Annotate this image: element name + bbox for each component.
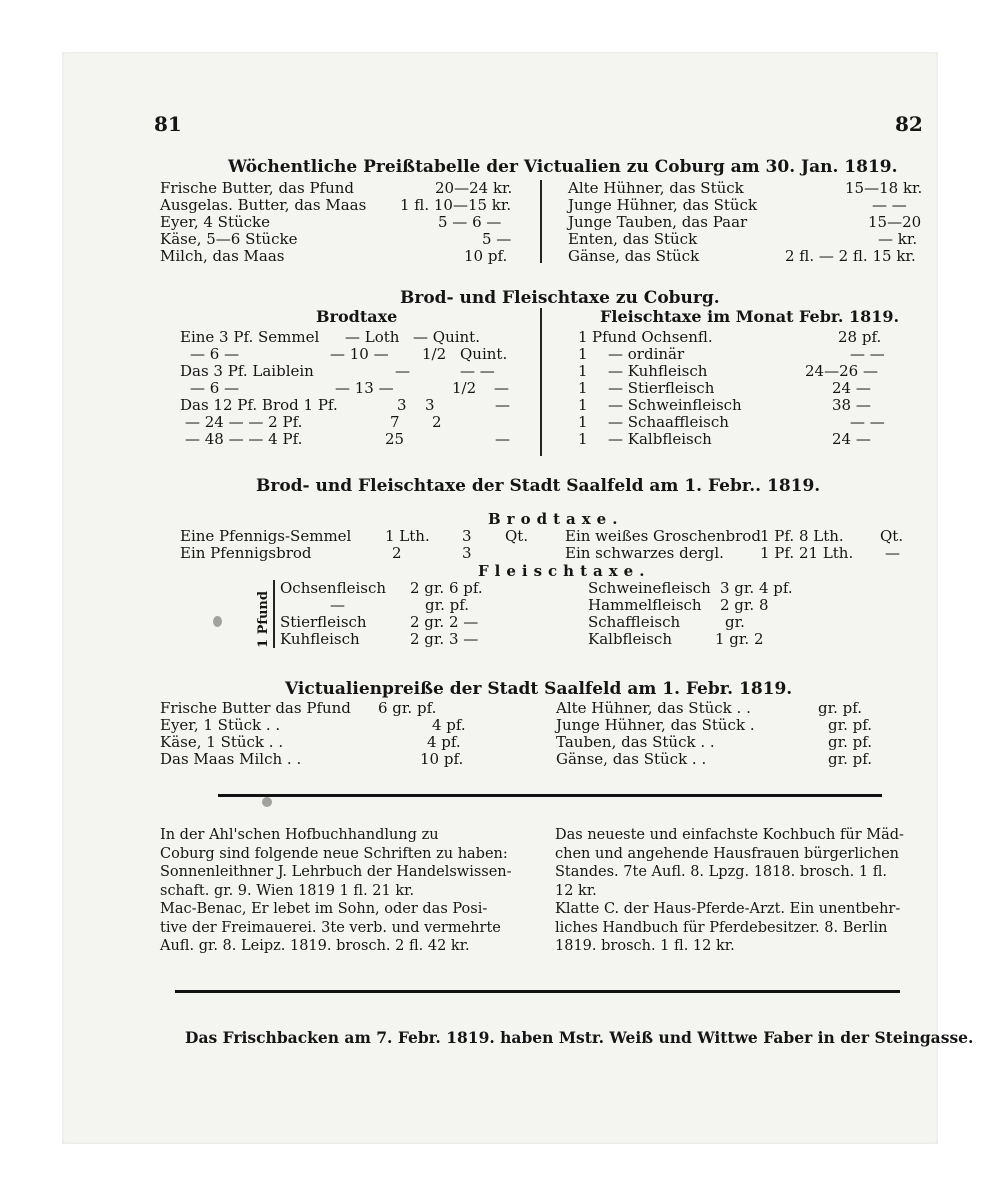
ad-right: Das neueste und einfachste Kochbuch für Mäd- chen und angehende Hausfrauen bürgerlichen Standes. 7te Aufl. 8. Lpzg. 1818. brosch. 1 fl. 12 kr. Klatte C. der Haus-Pferde-Arzt. Ein unentbehr- liches Handbuch für Pferdebesitzer. 8. Berlin 1819. brosch. 1 fl. 12 kr.	[555, 827, 904, 954]
fleisch-price: 28 pf.	[838, 328, 882, 346]
saalfeld-fleisch-price: 3 gr. 4 pf.	[720, 579, 793, 597]
section1-right-item: Gänse, das Stück	[568, 247, 700, 265]
separator-rule	[175, 990, 900, 993]
saalfeld-brod-item: Ein schwarzes dergl.	[565, 544, 724, 562]
section1-left-price: 1 fl. 10—15 kr.	[400, 196, 512, 214]
section1-right-item: Enten, das Stück	[568, 230, 698, 248]
saalfeld-fleisch-item: Ochsenfleisch	[280, 579, 387, 597]
fleisch-price: — —	[850, 345, 885, 363]
section1-divider	[540, 180, 542, 263]
victualien-price: 4 pf.	[432, 716, 466, 734]
brod-row-loth: 25	[385, 430, 405, 448]
fleisch-qty: 1	[578, 362, 588, 380]
saalfeld-fleisch-item: Stierfleisch	[280, 613, 367, 631]
brod-row-loth: 3	[397, 396, 407, 414]
section1-left-item: Ausgelas. Butter, das Maas	[160, 196, 367, 214]
saalfeld-fleisch-price: gr.	[725, 613, 745, 631]
saalfeld-brod-item: Eine Pfennigs-Semmel	[180, 527, 352, 545]
section1-right-price: — kr.	[878, 230, 918, 248]
victualien-item: Tauben, das Stück . .	[556, 733, 715, 751]
section3-title: Brod- und Fleischtaxe der Stadt Saalfeld am 1. Febr.. 1819.	[256, 476, 821, 496]
section1-right-item: Alte Hühner, das Stück	[568, 179, 744, 197]
fleisch-price: 24 —	[832, 379, 871, 397]
section1-right-item: Junge Tauben, das Paar	[568, 213, 748, 231]
saalfeld-fleisch-item: Hammelfleisch	[588, 596, 702, 614]
fleisch-item: — Kuhfleisch	[608, 362, 708, 380]
fleisch-price: 24—26 —	[805, 362, 878, 380]
brod-row-loth: 7	[390, 413, 400, 431]
saalfeld-brod-item: Ein Pfennigsbrod	[180, 544, 312, 562]
brod-row-name: Das 12 Pf. Brod 1 Pf.	[180, 396, 338, 414]
fleisch-price: 24 —	[832, 430, 871, 448]
brod-row-name: Eine 3 Pf. Semmel	[180, 328, 320, 346]
saalfeld-brod-weight: 1 Pf. 21 Lth.	[760, 544, 854, 562]
brod-row-quint: 1/2	[422, 345, 447, 363]
saalfeld-fleisch-price: 2 gr. 2 —	[410, 613, 479, 631]
fleisch-item: — Kalbfleisch	[608, 430, 712, 448]
section2-title: Brod- und Fleischtaxe zu Coburg.	[400, 288, 720, 308]
saalfeld-fleisch-price: 2 gr. 3 —	[410, 630, 479, 648]
section1-left-price: 5 — 6 —	[438, 213, 502, 231]
saalfeld-brod-quint: 3	[462, 527, 472, 545]
brod-row-quint: 1/2	[452, 379, 477, 397]
saalfeld-brod-weight: 1 Pf. 8 Lth.	[760, 527, 844, 545]
fleisch-price: 38 —	[832, 396, 871, 414]
brod-row-name: Das 3 Pf. Laiblein	[180, 362, 314, 380]
brod-row-quint: 2	[432, 413, 442, 431]
brod-row-loth: — 10 —	[330, 345, 389, 363]
brodtaxe-heading: Brodtaxe	[316, 307, 398, 326]
saalfeld-brod-quint: 3	[462, 544, 472, 562]
brod-row-loth: — 13 —	[335, 379, 394, 397]
brod-row-name: — 24 — — 2 Pf.	[185, 413, 303, 431]
victualien-price: gr. pf.	[828, 733, 873, 751]
footer-notice: Das Frischbacken am 7. Febr. 1819. haben Mstr. Weiß und Wittwe Faber in der Steingasse.	[185, 1028, 974, 1047]
victualien-price: gr. pf.	[828, 716, 873, 734]
section1-title: Wöchentliche Preißtabelle der Victualien zu Coburg am 30. Jan. 1819.	[228, 157, 898, 177]
saalfeld-fleisch-price: 2 gr. 8	[720, 596, 769, 614]
saalfeld-fleisch-item: Kalbfleisch	[588, 630, 672, 648]
section1-right-item: Junge Hühner, das Stück	[568, 196, 758, 214]
fleisch-item: Pfund Ochsenfl.	[592, 328, 713, 346]
section1-left-price: 5 —	[482, 230, 512, 248]
victualien-price: 4 pf.	[427, 733, 461, 751]
ad-left: In der Ahl'schen Hofbuchhandlung zu Coburg sind folgende neue Schriften zu haben: Sonnenleithner J. Lehrbuch der Handelswissen- schaft. gr. 9. Wien 1819 1 fl. 21 kr. Mac-Benac, Er lebet im Sohn, oder das Posi- tive der Freimauerei. 3te verb. und vermehrte Aufl. gr. 8. Leipz. 1819. brosch. 2 fl. 42 kr.	[160, 827, 512, 954]
brod-row-loth: — Loth	[345, 328, 400, 346]
page-number-left: 81	[154, 112, 182, 136]
brod-row-name: — 6 —	[190, 379, 240, 397]
brod-row-unit: —	[494, 379, 509, 397]
brod-row-unit: —	[495, 430, 510, 448]
section1-right-price: 15—20	[868, 213, 922, 231]
fleisch-qty: 1	[578, 379, 588, 397]
section1-left-item: Käse, 5—6 Stücke	[160, 230, 298, 248]
victualien-price: 10 pf.	[420, 750, 464, 768]
fleisch-qty: 1	[578, 328, 588, 346]
brod-row-name: — 6 —	[190, 345, 240, 363]
section1-right-price: 15—18 kr.	[845, 179, 923, 197]
saalfeld-fleisch-item: —	[330, 596, 345, 614]
victualien-item: Frische Butter das Pfund	[160, 699, 351, 717]
one-pound-bracket	[273, 580, 275, 648]
fleisch-price: — —	[850, 413, 885, 431]
saalfeld-brod-item: Ein weißes Groschenbrod	[565, 527, 761, 545]
saalfeld-fleisch-price: gr. pf.	[425, 596, 470, 614]
one-pound-label: 1 Pfund	[256, 591, 271, 648]
section1-left-item: Eyer, 4 Stücke	[160, 213, 271, 231]
saalfeld-brod-unit: Qt.	[505, 527, 529, 545]
section1-left-price: 20—24 kr.	[435, 179, 513, 197]
brod-row-quint: 3	[425, 396, 435, 414]
section2-divider	[540, 308, 542, 456]
saalfeld-brod-weight: 2	[392, 544, 402, 562]
victualien-item: Eyer, 1 Stück . .	[160, 716, 281, 734]
fleisch-item: — Stierfleisch	[608, 379, 715, 397]
victualien-price: gr. pf.	[818, 699, 863, 717]
victualien-price: 6 gr. pf.	[378, 699, 437, 717]
victualien-item: Alte Hühner, das Stück . .	[556, 699, 751, 717]
fleisch-qty: 1	[578, 430, 588, 448]
fleisch-item: — ordinär	[608, 345, 685, 363]
saalfeld-brodtaxe-heading: Brodtaxe.	[488, 510, 624, 528]
saalfeld-fleisch-item: Schweinefleisch	[588, 579, 711, 597]
section1-left-item: Milch, das Maas	[160, 247, 285, 265]
fleisch-item: — Schweinfleisch	[608, 396, 742, 414]
fleisch-qty: 1	[578, 396, 588, 414]
fleisch-qty: 1	[578, 413, 588, 431]
section4-title: Victualienpreiße der Stadt Saalfeld am 1. Febr. 1819.	[285, 679, 793, 699]
saalfeld-fleischtaxe-heading: Fleischtaxe.	[478, 562, 651, 580]
page-number-right: 82	[895, 112, 923, 136]
saalfeld-fleisch-price: 2 gr. 6 pf.	[410, 579, 483, 597]
ink-spot	[262, 797, 272, 807]
section1-left-item: Frische Butter, das Pfund	[160, 179, 355, 197]
brod-row-unit: —	[495, 396, 510, 414]
ink-spot	[213, 616, 222, 627]
brod-row-name: — 48 — — 4 Pf.	[185, 430, 303, 448]
brod-row-unit: Quint.	[460, 345, 508, 363]
saalfeld-brod-unit: —	[885, 544, 900, 562]
brod-row-quint: — —	[460, 362, 495, 380]
fleischtaxe-heading: Fleischtaxe im Monat Febr. 1819.	[600, 307, 900, 326]
brod-row-quint: — Quint.	[413, 328, 480, 346]
section1-right-price: — —	[872, 196, 907, 214]
saalfeld-brod-unit: Qt.	[880, 527, 904, 545]
saalfeld-fleisch-item: Schaffleisch	[588, 613, 681, 631]
victualien-item: Das Maas Milch . .	[160, 750, 302, 768]
section1-left-price: 10 pf.	[464, 247, 508, 265]
separator-rule	[218, 794, 882, 797]
saalfeld-fleisch-price: 1 gr. 2	[715, 630, 764, 648]
victualien-item: Junge Hühner, das Stück .	[556, 716, 755, 734]
fleisch-item: — Schaaffleisch	[608, 413, 729, 431]
brod-row-loth: —	[395, 362, 410, 380]
victualien-price: gr. pf.	[828, 750, 873, 768]
fleisch-qty: 1	[578, 345, 588, 363]
section1-right-price: 2 fl. — 2 fl. 15 kr.	[785, 247, 916, 265]
saalfeld-fleisch-item: Kuhfleisch	[280, 630, 360, 648]
saalfeld-brod-weight: 1 Lth.	[385, 527, 430, 545]
victualien-item: Käse, 1 Stück . .	[160, 733, 284, 751]
victualien-item: Gänse, das Stück . .	[556, 750, 707, 768]
